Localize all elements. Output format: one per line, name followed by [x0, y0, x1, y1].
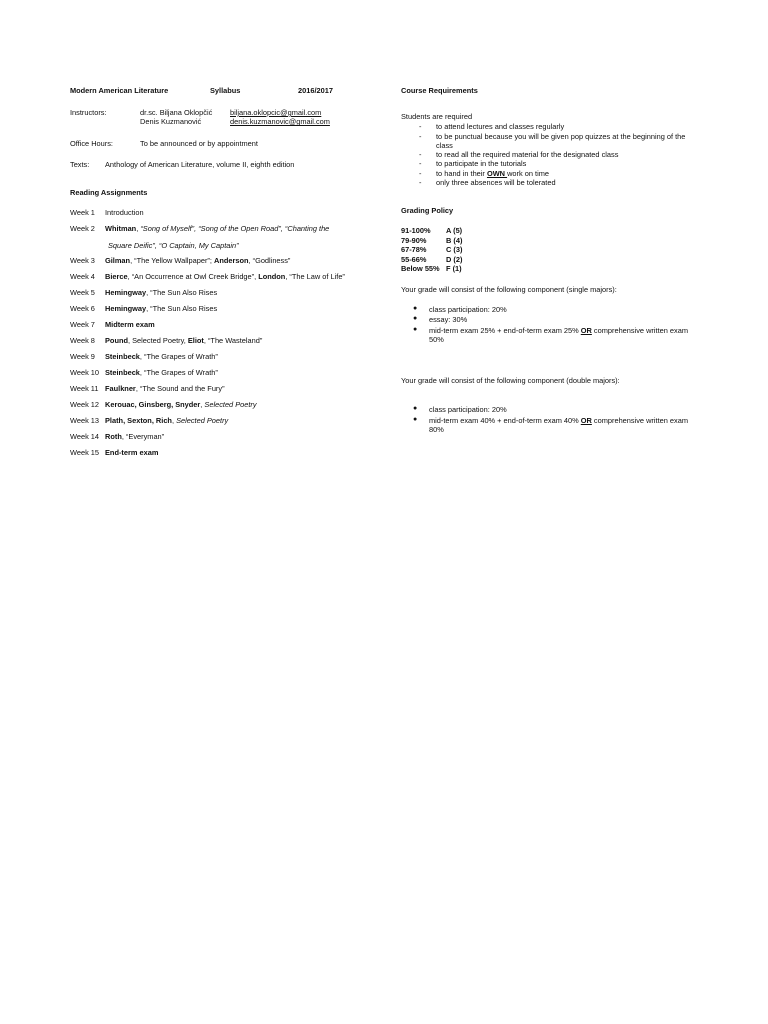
week-label: Week 6: [70, 304, 95, 314]
week-assignment: Pound, Selected Poetry, Eliot, “The Wasteland”: [105, 336, 263, 346]
single-majors-intro: Your grade will consist of the following component (single majors):: [401, 284, 617, 294]
document-header: [70, 86, 370, 98]
office-hours: [70, 139, 370, 148]
week-label: Week 4: [70, 272, 95, 282]
week-row: [70, 432, 370, 448]
instructors-block: [70, 108, 370, 127]
week-assignment: Whitman, “Song of Myself”, “Song of the Open Road”, “Chanting the Square Deific”, “O Captain, My Captain”: [105, 224, 330, 250]
week-row: [70, 304, 370, 320]
texts-label: Texts:: [70, 159, 90, 169]
list-item: - to participate in the tutorials: [419, 159, 527, 169]
week-row: [70, 320, 370, 336]
week-row: [70, 448, 370, 464]
instructor-name: Denis Kuzmanović: [140, 117, 202, 127]
single-majors-components: [401, 305, 701, 344]
double-majors-components: [401, 405, 701, 434]
week-assignment: Faulkner, “The Sound and the Fury”: [105, 384, 225, 394]
grade-row: 91-100% A (5): [401, 226, 463, 236]
week-assignment: Hemingway, “The Sun Also Rises: [105, 304, 218, 314]
week-row: [70, 368, 370, 384]
reading-weeks-list: [70, 208, 370, 464]
week-label: Week 13: [70, 416, 100, 426]
grade-row: 55-66% D (2): [401, 254, 463, 264]
week-assignment: Plath, Sexton, Rich, Selected Poetry: [105, 416, 229, 426]
list-item: ● class participation: 20%: [413, 405, 507, 415]
week-row: [70, 336, 370, 352]
week-label: Week 2: [70, 224, 95, 234]
week-assignment: End-term exam: [105, 448, 159, 458]
grade-row: Below 55% F (1): [401, 264, 462, 274]
week-row: [70, 272, 370, 288]
week-assignment: Roth, “Everyman”: [105, 432, 165, 442]
week-row: [70, 416, 370, 432]
list-item: ● class participation: 20%: [413, 305, 507, 314]
week-row: [70, 208, 370, 224]
grade-scale: [401, 226, 701, 274]
list-item: ● essay: 30%: [413, 315, 468, 325]
week-label: Week 11: [70, 384, 99, 394]
week-label: Week 8: [70, 336, 95, 346]
grade-row: 79-90% B (4): [401, 235, 463, 245]
week-row: [70, 384, 370, 400]
reading-assignments-heading: Reading Assignments: [70, 188, 148, 197]
course-requirements-heading: Course Requirements: [401, 86, 478, 95]
week-assignment: Bierce, “An Occurrence at Owl Creek Bridge”, London, “The Law of Life”: [105, 272, 345, 282]
week-row: [70, 288, 370, 304]
document-type: Syllabus: [210, 86, 241, 95]
week-row: [70, 224, 370, 256]
week-assignment: Kerouac, Ginsberg, Snyder, Selected Poetry: [105, 400, 257, 410]
week-assignment: Steinbeck, “The Grapes of Wrath”: [105, 352, 218, 362]
grading-policy-heading: Grading Policy: [401, 206, 454, 215]
week-label: Week 9: [70, 352, 95, 362]
instructor-name: dr.sc. Biljana Oklopčić: [140, 108, 213, 117]
academic-year: 2016/2017: [298, 86, 333, 95]
week-label: Week 14: [70, 432, 100, 442]
week-assignment: Hemingway, “The Sun Also Rises: [105, 288, 218, 298]
week-row: [70, 400, 370, 416]
list-item: - to hand in their OWN work on time: [419, 168, 549, 178]
texts-value: Anthology of American Literature, volume II, eighth edition: [105, 159, 295, 169]
week-row: [70, 352, 370, 368]
week-label: Week 1: [70, 208, 95, 218]
week-label: Week 12: [70, 400, 100, 410]
list-item: - only three absences will be tolerated: [419, 177, 556, 187]
left-column: [70, 86, 370, 464]
requirements-intro: Students are required: [401, 112, 473, 121]
instructor-email-link[interactable]: denis.kuzmanovic@gmail.com: [230, 117, 330, 127]
week-assignment: Midterm exam: [105, 320, 155, 330]
list-item: - to attend lectures and classes regularly: [419, 122, 565, 132]
list-item: - to read all the required material for the designated class: [419, 150, 619, 159]
week-assignment: Gilman, “The Yellow Wallpaper”; Anderson, “Godliness”: [105, 256, 291, 266]
list-item: ● mid-term exam 40% + end-of-term exam 40% OR comprehensive written exam 80%: [413, 415, 688, 434]
week-label: Week 5: [70, 288, 95, 298]
instructor-email-link[interactable]: biljana.oklopcic@gmail.com: [230, 108, 322, 117]
list-item: ● mid-term exam 25% + end-of-term exam 25% OR comprehensive written exam 50%: [413, 325, 688, 344]
week-assignment: Steinbeck, “The Grapes of Wrath”: [105, 368, 218, 378]
double-majors-intro: Your grade will consist of the following component (double majors):: [401, 376, 620, 385]
right-column: [401, 86, 701, 435]
grade-row: 67-78% C (3): [401, 245, 463, 255]
week-assignment: Introduction: [105, 208, 144, 218]
week-label: Week 7: [70, 320, 95, 330]
week-label: Week 3: [70, 256, 95, 266]
instructors-label: Instructors:: [70, 108, 107, 117]
texts-line: [70, 160, 370, 169]
office-hours-label: Office Hours:: [70, 138, 113, 148]
office-hours-value: To be announced or by appointment: [140, 138, 258, 148]
list-item: - to be punctual because you will be given pop quizzes at the beginning of the class: [419, 131, 686, 150]
week-label: Week 15: [70, 448, 100, 458]
requirements-list: [401, 122, 701, 187]
week-label: Week 10: [70, 368, 100, 378]
course-title: Modern American Literature: [70, 86, 169, 95]
week-row: [70, 256, 370, 272]
